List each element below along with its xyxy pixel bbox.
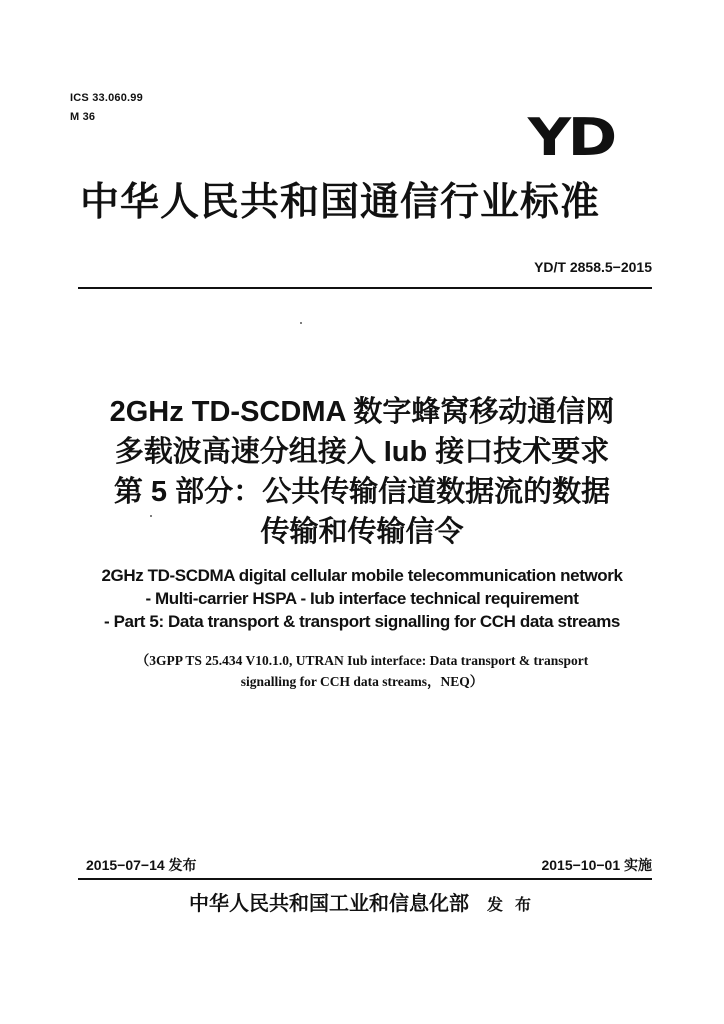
implementation-date: 2015−10−01 实施 [541,857,652,873]
ics-code: ICS 33.060.99 [70,92,143,104]
chinese-title-line-3: 第 5 部分：公共传输信道数据流的数据 [113,476,611,508]
english-title [62,564,662,633]
scan-speck [150,515,152,517]
standard-number: YD/T 2858.5−2015 [534,259,652,275]
scan-speck [300,322,302,324]
chinese-title-line-4: 传输和传输信令 [260,516,464,548]
publisher-name: 中华人民共和国工业和信息化部 [188,893,469,915]
chinese-title-line-2: 多载波高速分组接入 Iub 接口技术要求 [114,436,610,468]
english-title-line-2: - Multi-carrier HSPA - Iub interface technical requirement [145,589,579,608]
english-title-line-3: - Part 5: Data transport & transport signalling for CCH data streams [104,612,620,631]
footer-divider [78,878,652,880]
publisher-suffix: 发 布 [486,897,535,914]
chinese-title [62,392,662,552]
reference-note [62,650,662,692]
chinese-title-line-1: 2GHz TD-SCDMA 数字蜂窝移动通信网 [109,396,615,428]
header-divider [78,287,652,289]
reference-line-1: （3GPP TS 25.434 V10.1.0, UTRAN Iub interface: Data transport & transport [135,653,589,668]
yd-logo: YD [527,108,614,168]
classification-code: M 36 [70,111,96,123]
english-title-line-1: 2GHz TD-SCDMA digital cellular mobile telecommunication network [101,566,623,585]
publisher [0,887,724,916]
standard-category-title: 中华人民共和国通信行业标准 [80,181,601,224]
issue-date: 2015−07−14 发布 [86,857,197,873]
reference-line-2: signalling for CCH data streams，NEQ） [240,674,484,689]
